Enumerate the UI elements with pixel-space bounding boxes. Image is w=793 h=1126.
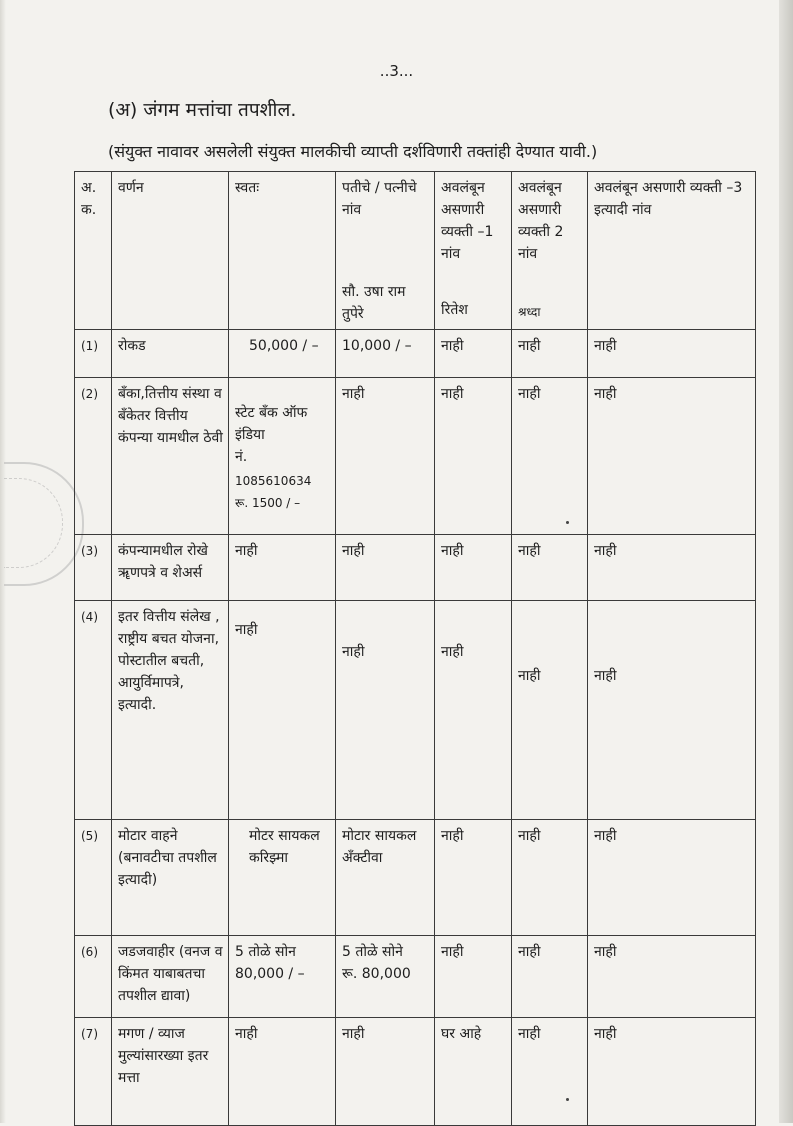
- row-spouse-line-2: रू. 80,000: [342, 966, 411, 982]
- table-row: [75, 535, 756, 601]
- row-dependent-2: नाही: [512, 330, 588, 378]
- row-spouse: मोटार सायकल अँक्टीवा: [336, 820, 435, 936]
- row-sr: (1): [75, 330, 112, 378]
- row-dependent-1: नाही: [435, 378, 512, 535]
- page-edge-right: [779, 0, 793, 1123]
- table-row: [75, 330, 756, 378]
- row-dependent-1: नाही: [435, 535, 512, 601]
- scan-speck: [566, 1098, 569, 1101]
- row-description: मोटार वाहने (बनावटीचा तपशील इत्यादी): [112, 820, 229, 936]
- row-dependent-1: घर आहे: [435, 1018, 512, 1126]
- header-self: स्वतः: [229, 172, 336, 330]
- page-number: ..3...: [379, 62, 414, 80]
- row-self: [229, 936, 336, 1018]
- row-dependent-3: नाही: [588, 936, 756, 1018]
- table-row: [75, 1018, 756, 1126]
- row-dependent-1: नाही: [435, 601, 512, 820]
- row-dependent-2: नाही: [512, 378, 588, 535]
- row-self-line-4: रू. 1500 / –: [235, 496, 301, 510]
- row-dependent-3: नाही: [588, 601, 756, 820]
- row-self: नाही: [229, 601, 336, 820]
- row-self: [229, 378, 336, 535]
- row-spouse-line-1: 5 तोळे सोने: [342, 944, 403, 960]
- row-dependent-2: नाही: [512, 1018, 588, 1126]
- header-dependent-2-label: अवलंबून असणारी व्यक्ती 2 नांव: [518, 180, 564, 262]
- row-sr: (6): [75, 936, 112, 1018]
- header-spacer: [342, 221, 429, 281]
- header-dependent-2: [512, 172, 588, 330]
- row-spouse: नाही: [336, 378, 435, 535]
- row-dependent-3: नाही: [588, 378, 756, 535]
- row-sr: (4): [75, 601, 112, 820]
- row-sr: (5): [75, 820, 112, 936]
- row-sr: (3): [75, 535, 112, 601]
- row-description: रोकड: [112, 330, 229, 378]
- movable-assets-table: [74, 171, 756, 1126]
- row-dependent-1: नाही: [435, 820, 512, 936]
- row-self: 50,000 / –: [229, 330, 336, 378]
- row-dependent-2: नाही: [512, 820, 588, 936]
- header-description: वर्णन: [112, 172, 229, 330]
- row-self: नाही: [229, 1018, 336, 1126]
- row-self: नाही: [229, 535, 336, 601]
- row-self-line-1: 5 तोळे सोन: [235, 944, 296, 960]
- row-self: मोटर सायकल करिझ्मा: [229, 820, 336, 936]
- row-self-line-3: 1085610634: [235, 474, 312, 488]
- row-description: बँका,तित्तीय संस्था व बँकेतर वित्तीय कंपन्या यामधील ठेवी: [112, 378, 229, 535]
- row-description: मगण / व्याज मुल्यांसारख्या इतर मत्ता: [112, 1018, 229, 1126]
- header-dependent-3: अवलंबून असणारी व्यक्ती –3 इत्यादी नांव: [588, 172, 756, 330]
- table-row: [75, 378, 756, 535]
- table-row: [75, 936, 756, 1018]
- row-spouse: [336, 936, 435, 1018]
- header-dependent-1-name: रितेश: [441, 302, 468, 318]
- scan-speck: [566, 521, 569, 524]
- header-dependent-1: [435, 172, 512, 330]
- row-dependent-2: नाही: [512, 936, 588, 1018]
- row-sr: (7): [75, 1018, 112, 1126]
- row-self-line-2: 80,000 / –: [235, 966, 305, 982]
- row-dependent-1: नाही: [435, 936, 512, 1018]
- table-row: [75, 820, 756, 936]
- row-description: जडजवाहीर (वनज व किंमत याबाबतचा तपशील द्यावा): [112, 936, 229, 1018]
- header-dependent-2-name: श्रध्दा: [518, 305, 541, 319]
- row-spouse: नाही: [336, 601, 435, 820]
- row-dependent-3: नाही: [588, 1018, 756, 1126]
- row-dependent-2: नाही: [512, 601, 588, 820]
- row-description: इतर वित्तीय संलेख , राष्ट्रीय बचत योजना, पोस्टातील बचती, आयुर्विमापत्रे, इत्यादी.: [112, 601, 229, 820]
- section-heading: (अ) जंगम मत्तांचा तपशील.: [108, 99, 297, 121]
- row-spouse: नाही: [336, 1018, 435, 1126]
- header-spouse-name: सौ. उषा राम तुपेरे: [342, 284, 406, 322]
- row-dependent-3: नाही: [588, 820, 756, 936]
- header-dependent-1-label: अवलंबून असणारी व्यक्ती –1 नांव: [441, 180, 494, 262]
- row-dependent-3: नाही: [588, 330, 756, 378]
- table-header-row: [75, 172, 756, 330]
- row-dependent-1: नाही: [435, 330, 512, 378]
- row-self-line-1: स्टेट बँक ऑफ इंडिया: [235, 405, 308, 443]
- row-spouse: नाही: [336, 535, 435, 601]
- section-subheading: (संयुक्त नावावर असलेली संयुक्त मालकीची व्याप्ती दर्शविणारी तक्तांही देण्यात यावी.): [108, 142, 598, 161]
- header-spouse: [336, 172, 435, 330]
- row-description: कंपन्यामधील रोखे ॠणपत्रे व शेअर्स: [112, 535, 229, 601]
- table-row: [75, 601, 756, 820]
- row-spouse: 10,000 / –: [336, 330, 435, 378]
- row-dependent-3: नाही: [588, 535, 756, 601]
- row-dependent-2: नाही: [512, 535, 588, 601]
- header-spouse-label: पतीचे / पत्नीचे नांव: [342, 180, 417, 218]
- header-sr: अ. क.: [75, 172, 112, 330]
- row-sr: (2): [75, 378, 112, 535]
- row-self-line-2: नं.: [235, 449, 248, 465]
